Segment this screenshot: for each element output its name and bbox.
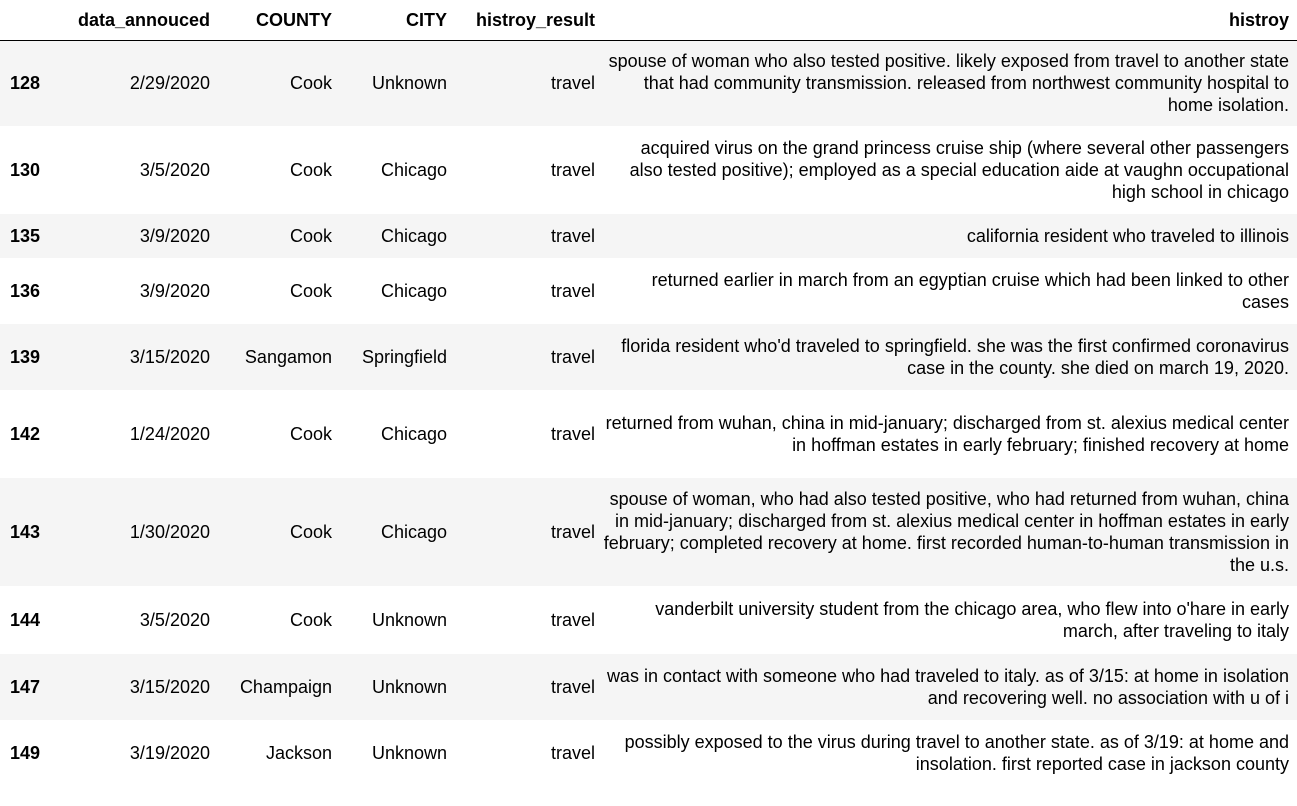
row-index: 130 [10,160,41,180]
cell-result: travel [550,73,595,94]
cell-county: Cook [289,73,332,94]
cell-city: Chicago [380,424,447,444]
cell-history: spouse of woman who also tested positive. likely exposed from travel to another state that had community transmission. released from northwest community hospital to home isolation. [608,51,1289,116]
column-header-histroy-result: histroy_result [455,0,603,40]
cell-history: was in contact with someone who had traveled to italy. as of 3/15: at home in isolation and recovering well. no association with u of i [606,666,1289,708]
cell-county: Jackson [265,743,332,763]
row-index: 139 [10,347,41,367]
cell-city: Chicago [380,226,447,246]
cell-date: 3/5/2020 [139,610,210,630]
cell-county: Cook [289,424,332,444]
row-index: 135 [10,226,41,246]
cell-county: Cook [289,160,332,180]
row-index: 142 [10,424,41,444]
table-row [0,40,1297,126]
cell-city: Unknown [371,73,447,94]
cell-history: returned earlier in march from an egyptian cruise which had been linked to other cases [651,270,1289,312]
cell-date: 3/9/2020 [139,226,210,246]
table-row [0,586,1297,654]
cell-history: spouse of woman, who had also tested positive, who had returned from wuhan, china in mid-january; discharged from st. alexius medical center in hoffman estates in early february; completed recovery at home. first recorded human-to-human transmission in the u.s. [603,489,1289,575]
cell-city: Chicago [380,522,447,542]
cell-date: 3/15/2020 [129,677,210,697]
row-index: 147 [10,677,41,697]
cell-result: travel [550,281,595,301]
cell-county: Cook [289,281,332,301]
cell-result: travel [550,424,595,444]
cell-result: travel [550,160,595,180]
table-row [0,720,1297,786]
table-row [0,126,1297,214]
row-index: 143 [10,522,41,542]
row-index: 144 [10,610,41,630]
cell-history: returned from wuhan, china in mid-january; discharged from st. alexius medical center in hoffman estates in early february; finished recovery at home [605,413,1289,455]
cell-history: florida resident who'd traveled to springfield. she was the first confirmed coronavirus case in the county. she died on march 19, 2020. [621,336,1289,378]
cell-city: Unknown [371,610,447,630]
cell-result: travel [550,347,595,367]
cell-history: possibly exposed to the virus during travel to another state. as of 3/19: at home and insolation. first reported case in jackson county [624,732,1289,774]
table-row [0,654,1297,720]
cell-city: Chicago [380,281,447,301]
cell-date: 1/24/2020 [129,424,210,444]
cell-city: Springfield [361,347,447,367]
cell-date: 1/30/2020 [129,522,210,542]
cell-county: Cook [289,226,332,246]
cell-county: Cook [289,610,332,630]
cell-history: acquired virus on the grand princess cruise ship (where several other passengers also tested positive); employed as a special education aide at vaughn occupational high school in chicago [629,138,1289,202]
cell-history: california resident who traveled to illinois [966,226,1289,246]
table-row [0,478,1297,586]
cell-county: Sangamon [244,347,332,367]
row-index: 136 [10,281,41,301]
cell-history: vanderbilt university student from the chicago area, who flew into o'hare in early march, after traveling to italy [655,599,1289,641]
table-row [0,390,1297,478]
header-row [0,0,1297,40]
cell-city: Unknown [371,677,447,697]
table-row [0,324,1297,390]
cell-date: 3/15/2020 [129,347,210,367]
cell-city: Unknown [371,743,447,763]
cell-city: Chicago [380,160,447,180]
cell-result: travel [550,743,595,763]
column-header-histroy: histroy [603,0,1297,40]
column-header-city: CITY [340,0,455,40]
column-header-data-annouced: data_annouced [55,0,218,40]
cell-result: travel [550,226,595,246]
cell-date: 3/19/2020 [129,743,210,763]
cell-result: travel [550,677,595,697]
cell-date: 2/29/2020 [129,73,210,94]
cell-date: 3/9/2020 [139,281,210,301]
row-index: 128 [10,73,41,94]
cell-result: travel [550,522,595,542]
cell-date: 3/5/2020 [139,160,210,180]
cell-county: Champaign [239,677,332,697]
index-header [0,0,55,40]
cell-county: Cook [289,522,332,542]
table-row [0,214,1297,258]
column-header-county: COUNTY [218,0,340,40]
row-index: 149 [10,743,41,763]
table-row [0,258,1297,324]
cell-result: travel [550,610,595,630]
